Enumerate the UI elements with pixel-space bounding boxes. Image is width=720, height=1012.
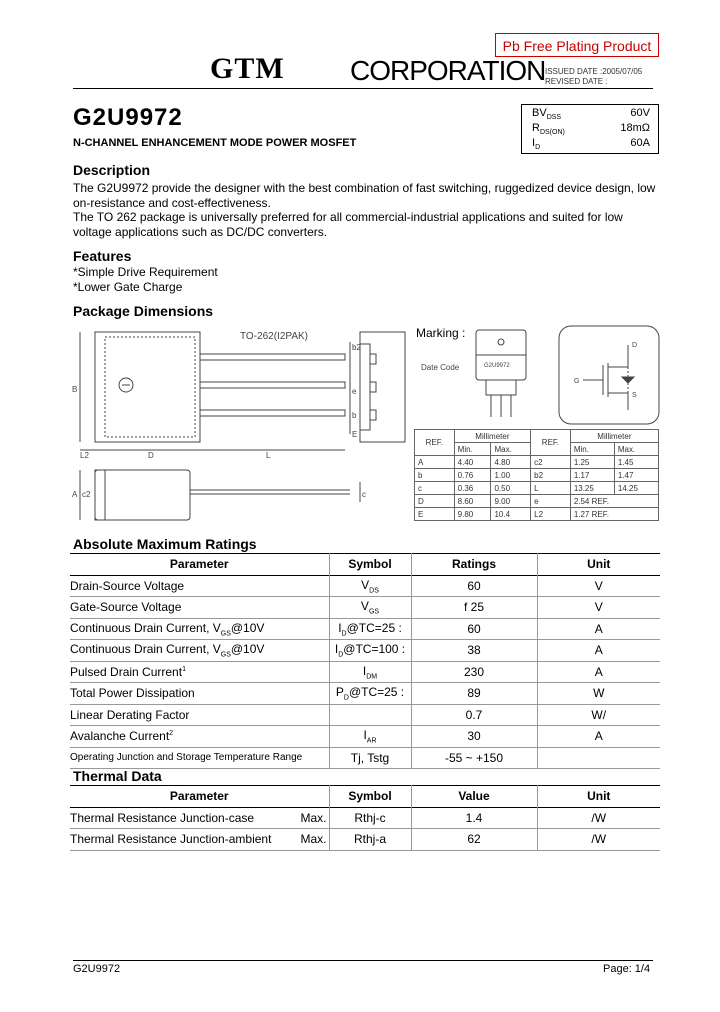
symbol-cell (329, 597, 411, 619)
symbol-text: V (361, 577, 370, 592)
dim-label-d: D (148, 451, 154, 460)
symbol-text: V (360, 599, 369, 614)
cell: L2 (531, 508, 571, 521)
unit-cell: V (537, 575, 660, 597)
col-header: Symbol (329, 554, 411, 576)
marking-text: G2U9972 (484, 363, 510, 369)
table-row (70, 597, 660, 619)
pin-d-label: D (632, 342, 638, 349)
cell: 1.25 (570, 456, 614, 469)
cell: 1.45 (614, 456, 658, 469)
col-header: Unit (537, 786, 660, 808)
param-cell: Thermal Resistance Junction-ambient (70, 832, 272, 847)
unit-cell: W (537, 683, 660, 705)
rating-cell: 38 (411, 640, 537, 662)
cell: b (415, 469, 455, 482)
col-header: Parameter (169, 789, 229, 804)
cell: 13.25 (570, 482, 614, 495)
param-cell: Thermal Resistance Junction-case (70, 810, 255, 825)
cell: 9.00 (491, 495, 531, 508)
thermal-heading: Thermal Data (73, 768, 162, 784)
lead-2 (200, 382, 345, 388)
value-cell: 1.4 (411, 807, 537, 829)
symbol-text: I (334, 642, 339, 657)
symbol-cell (329, 618, 411, 640)
cell: D (415, 495, 455, 508)
pin-g-label: G (574, 378, 580, 385)
spec-id-value: 60A (630, 137, 650, 149)
package-tab-outline (105, 337, 195, 437)
param-cell (70, 575, 329, 597)
dim-label-l: L (266, 451, 271, 460)
param-sub: GS (220, 629, 231, 637)
symbol-text: I (362, 663, 367, 678)
package-type-label: TO-262(I2PAK) (240, 331, 308, 342)
table-row (70, 829, 660, 851)
cell: 4.40 (454, 456, 491, 469)
symbol-sub: DS (369, 586, 379, 594)
description-body (73, 181, 673, 239)
dim-label-c2: c2 (82, 490, 91, 499)
mosfet-symbol-icon (558, 325, 660, 425)
description-heading: Description (73, 162, 151, 178)
spec-box (521, 104, 659, 154)
dim-label-b2: b2 (352, 343, 361, 352)
param-suffix: @10V (230, 620, 265, 635)
cell: c (415, 482, 455, 495)
param-note: 2 (169, 730, 174, 738)
package-body-outline (95, 332, 200, 442)
cell: e (531, 495, 571, 508)
param-text: Operating Junction and Storage Temperature Range (70, 752, 303, 764)
param-note: 1 (182, 665, 186, 673)
pin-s-label: S (632, 392, 637, 399)
param-suffix: @10V (230, 642, 265, 657)
symbol-sub: AR (366, 737, 377, 745)
cell: A (415, 456, 455, 469)
cell: E (415, 508, 455, 521)
package-heading: Package Dimensions (73, 303, 214, 319)
pb-free-badge: Pb Free Plating Product (495, 33, 659, 57)
footer-page: Page: 1/4 (603, 963, 651, 975)
footer-rule (73, 960, 653, 961)
spec-id: $I_D$ 60A (532, 137, 650, 152)
package-drawing (70, 322, 415, 527)
unit-cell: A (537, 618, 660, 640)
symbol-cell (329, 726, 411, 748)
symbol-cell: Rthj-a (329, 829, 411, 851)
unit-cell: /W (537, 807, 660, 829)
features-heading: Features (73, 248, 132, 264)
param-cell (70, 618, 329, 640)
feature-item: *Lower Gate Charge (73, 279, 183, 294)
cell: 8.60 (454, 495, 491, 508)
symbol-cell (329, 575, 411, 597)
issued-date: ISSUED DATE :2005/07/05 (545, 67, 643, 76)
col-header: Ratings (411, 554, 537, 576)
dim-label-l2: L2 (80, 451, 89, 460)
marking-drawing (466, 325, 546, 425)
symbol-sub: D (341, 629, 347, 637)
cell: 14.25 (614, 482, 658, 495)
col-header: Parameter (169, 557, 229, 572)
ref-header: REF. (415, 430, 455, 456)
symbol-cond: @TC=25 : (346, 620, 402, 635)
table-row (415, 482, 659, 495)
param-cell (70, 704, 329, 726)
table-row (70, 683, 660, 705)
cell: 10.4 (491, 508, 531, 521)
dim-label-e-cap: E (352, 430, 358, 439)
param-text: Pulsed Drain Current (70, 664, 183, 679)
param-cell (70, 747, 329, 769)
description-line: voltage applications such as DC/DC converters. (73, 224, 328, 239)
subtitle: N-CHANNEL ENHANCEMENT MODE POWER MOSFET (73, 137, 357, 149)
cell: 2.54 REF. (570, 495, 658, 508)
cell: c2 (531, 456, 571, 469)
param-text: Linear Derating Factor (70, 707, 190, 722)
symbol-cond: @TC=100 : (343, 642, 406, 657)
rating-cell: f 25 (411, 597, 537, 619)
symbol-text: Tj, Tstg (350, 750, 390, 765)
rating-cell: 60 (411, 618, 537, 640)
dim-label-c: c (362, 490, 366, 499)
table-row (70, 618, 660, 640)
dim-label-b-cap: B (72, 385, 78, 394)
cell: 1.00 (491, 469, 531, 482)
param-cell (70, 726, 329, 748)
col-header: Value (411, 786, 537, 808)
abs-max-table (70, 553, 660, 769)
table-row (415, 508, 659, 521)
symbol-cond: @TC=25 : (348, 685, 405, 700)
dim-label-e: e (352, 387, 357, 396)
param-cell (70, 661, 329, 683)
table-row (415, 456, 659, 469)
min-header: Min. (454, 443, 491, 456)
abs-max-heading: Absolute Maximum Ratings (73, 536, 257, 552)
cell: 4.80 (491, 456, 531, 469)
rating-cell: 30 (411, 726, 537, 748)
param-text: Drain-Source Voltage (70, 578, 185, 593)
table-row (70, 640, 660, 662)
company-logo: GTM (210, 52, 285, 85)
min-header: Min. (570, 443, 614, 456)
dim-label-a: A (72, 490, 78, 499)
table-row (70, 726, 660, 748)
unit-cell: W/ (537, 704, 660, 726)
symbol-text: I (338, 620, 342, 635)
rating-cell: -55 ~ +150 (411, 747, 537, 769)
param-text: Continuous Drain Current, V (70, 642, 221, 657)
unit-cell: V (537, 597, 660, 619)
company-corporation: CORPORATION (350, 55, 546, 86)
description-line: The TO 262 package is universally preferred for all commercial-industrial applications and suited for low (73, 210, 623, 224)
unit-cell: A (537, 661, 660, 683)
col-header: Unit (537, 554, 660, 576)
dimension-table (414, 429, 659, 521)
mm-header: Millimeter (570, 430, 658, 443)
part-number: G2U9972 (73, 104, 183, 131)
symbol-cell: Rthj-c (329, 807, 411, 829)
symbol-cell (329, 747, 411, 769)
cell: 0.36 (454, 482, 491, 495)
rating-cell: 60 (411, 575, 537, 597)
header-rule (73, 88, 653, 89)
max-cell: Max. (300, 810, 327, 825)
spec-bvdss: $BV_{DSS}$ 60V (532, 107, 650, 122)
symbol-text: P (335, 685, 344, 700)
rating-cell: 230 (411, 661, 537, 683)
description-line: on-resistance and cost-effectiveness. (73, 195, 271, 210)
param-cell (70, 597, 329, 619)
revised-date: REVISED DATE : (545, 77, 608, 86)
cell: 1.47 (614, 469, 658, 482)
table-row (70, 747, 660, 769)
symbol-cell (329, 661, 411, 683)
param-text: Total Power Dissipation (70, 686, 195, 701)
symbol-sub: D (338, 651, 344, 659)
lead-3 (200, 410, 345, 416)
marking-label: Marking : (416, 326, 466, 340)
cell: 0.76 (454, 469, 491, 482)
spec-rdson: $R_{DS(ON)}$ 18mΩ (532, 122, 650, 137)
features-list (73, 265, 218, 294)
unit-cell: A (537, 640, 660, 662)
param-sub: GS (220, 651, 231, 659)
lead-1 (200, 354, 345, 360)
rating-cell: 0.7 (411, 704, 537, 726)
symbol-sub: DM (366, 672, 378, 680)
date-code-label: Date Code (421, 363, 460, 372)
max-header: Max. (614, 443, 658, 456)
spec-rdson-value: 18mΩ (620, 122, 650, 134)
cell: b2 (531, 469, 571, 482)
unit-cell: /W (537, 829, 660, 851)
unit-cell: A (537, 726, 660, 748)
param-text: Avalanche Current (70, 729, 170, 744)
max-cell: Max. (300, 832, 327, 847)
param-text: Continuous Drain Current, V (70, 620, 221, 635)
spec-bvdss-value: 60V (630, 107, 650, 119)
rating-cell: 89 (411, 683, 537, 705)
table-row (415, 495, 659, 508)
footer-part: G2U9972 (73, 963, 121, 975)
table-row (415, 469, 659, 482)
symbol-cell (329, 704, 411, 726)
cell: L (531, 482, 571, 495)
param-cell (70, 683, 329, 705)
thermal-table (70, 785, 660, 851)
symbol-text: I (363, 728, 367, 743)
symbol-cell (329, 683, 411, 705)
feature-item: *Simple Drive Requirement (73, 265, 218, 279)
table-row (70, 704, 660, 726)
cell: 9.80 (454, 508, 491, 521)
value-cell: 62 (411, 829, 537, 851)
ref-header: REF. (531, 430, 571, 456)
dim-label-b: b (352, 411, 357, 420)
symbol-sub: GS (368, 608, 380, 616)
param-cell (70, 640, 329, 662)
description-line: The G2U9972 provide the designer with the best combination of fast switching, ruggedized device design, low (73, 181, 656, 195)
table-row (70, 575, 660, 597)
issue-dates (545, 67, 642, 87)
table-row (70, 807, 660, 829)
cell: 1.27 REF. (570, 508, 658, 521)
cell: 0.50 (491, 482, 531, 495)
max-header: Max. (491, 443, 531, 456)
symbol-cell (329, 640, 411, 662)
col-header: Symbol (329, 786, 411, 808)
table-row (70, 661, 660, 683)
mm-header: Millimeter (454, 430, 530, 443)
cell: 1.17 (570, 469, 614, 482)
unit-cell (537, 747, 660, 769)
param-text: Gate-Source Voltage (70, 600, 182, 615)
symbol-sub: D (343, 694, 349, 702)
